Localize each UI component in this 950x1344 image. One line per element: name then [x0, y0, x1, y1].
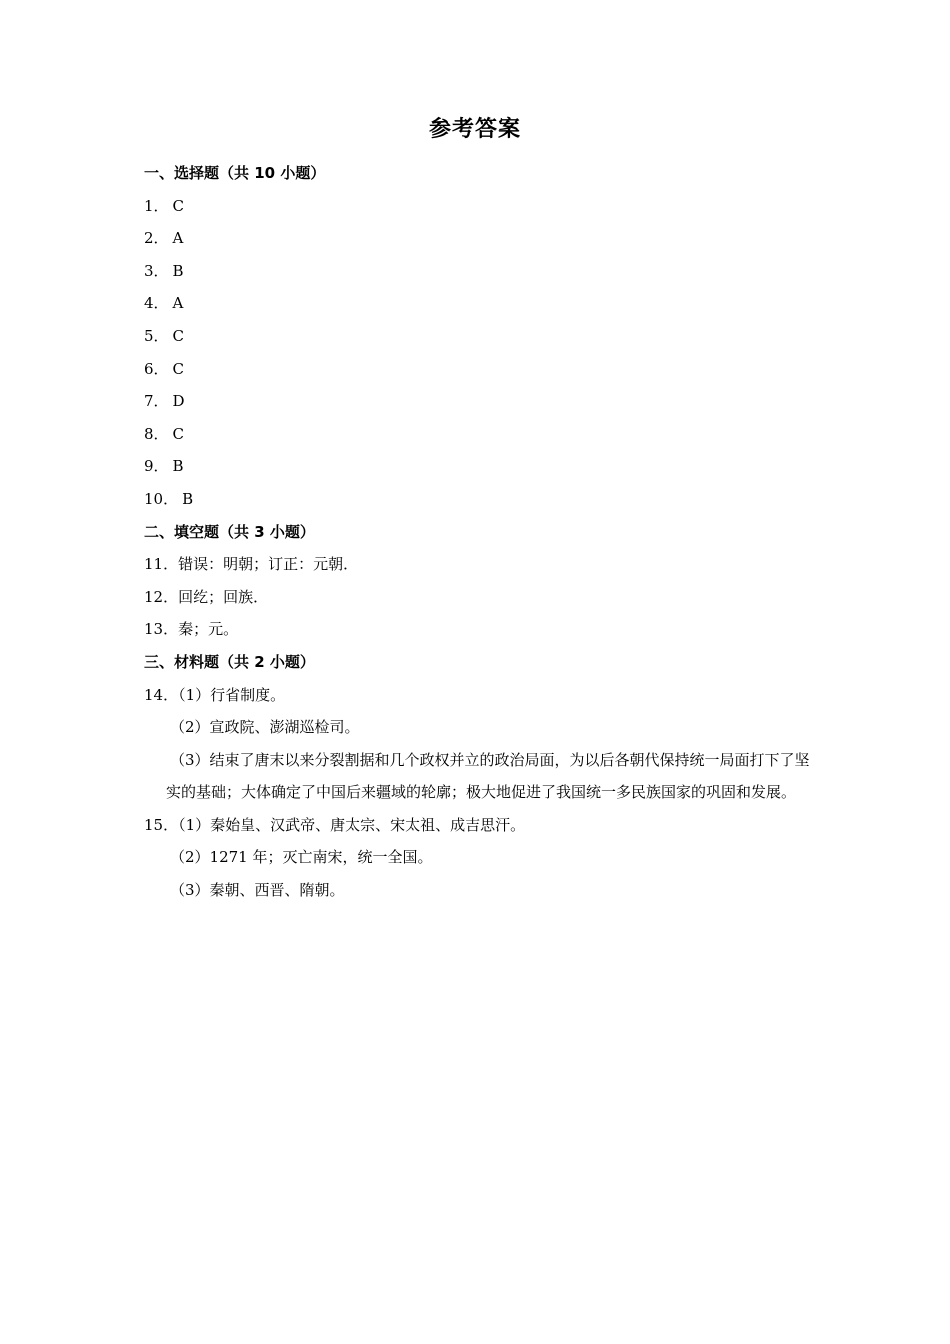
answer-number: 8． [144, 424, 169, 443]
answer-value: B [172, 261, 184, 280]
answer-value: C [172, 359, 185, 378]
answer-item-q14-part2: （2）宣政院、澎湖巡检司。 [170, 718, 360, 737]
answer-number: 1． [144, 196, 169, 215]
answer-item [144, 190, 814, 223]
answer-number: 7． [144, 392, 169, 411]
answer-value: C [172, 424, 185, 443]
answer-item [144, 353, 814, 386]
answer-item [144, 255, 814, 288]
answer-item [144, 222, 814, 255]
section-heading-fill-in: 二、填空题（共 3 小题） [144, 522, 315, 541]
answer-item [144, 418, 814, 451]
answer-content [144, 157, 814, 907]
answer-value: C [172, 326, 185, 345]
answer-value: B [172, 457, 184, 476]
page-title: 参考答案 [428, 117, 521, 142]
answer-number: 4． [144, 294, 169, 313]
answer-value: C [172, 196, 185, 215]
answer-item-q15-part1: 15．（1）秦始皇、汉武帝、唐太宗、宋太祖、成吉思汗。 [144, 815, 526, 834]
answer-item-q15-part3: （3）秦朝、西晋、隋朝。 [170, 881, 345, 900]
answer-item [144, 483, 814, 516]
answer-item [144, 287, 814, 320]
answer-value: A [172, 294, 184, 313]
section-heading-material: 三、材料题（共 2 小题） [144, 652, 315, 671]
answer-number: 10． [144, 489, 179, 508]
answer-item: 12．回纥；回族． [144, 587, 269, 606]
answer-number: 9． [144, 457, 169, 476]
answer-number: 3． [144, 261, 169, 280]
answer-item-q15-part2: （2）1271 年；灭亡南宋，统一全国。 [170, 848, 433, 867]
answer-item [144, 450, 814, 483]
answer-item-q14-part3: （3）结束了唐末以来分裂割据和几个政权并立的政治局面，为以后各朝代保持统一局面打下了坚实的基础；大体确定了中国后来疆域的轮廓；极大地促进了我国统一多民族国家的巩固和发展。 [166, 750, 810, 802]
answer-item [144, 385, 814, 418]
answer-item: 13．秦；元。 [144, 620, 239, 639]
section-heading-choice: 一、选择题（共 10 小题） [144, 164, 326, 182]
answer-number: 5． [144, 326, 169, 345]
answer-item: 11．错误：明朝；订正：元朝． [144, 555, 359, 574]
answer-number: 2． [144, 229, 169, 248]
answer-number: 6． [144, 359, 169, 378]
answer-value: D [172, 392, 185, 411]
answer-item-q14-part1: 14．（1）行省制度。 [144, 685, 286, 704]
answer-value: B [182, 489, 194, 508]
answer-item [144, 320, 814, 353]
answer-value: A [172, 229, 184, 248]
